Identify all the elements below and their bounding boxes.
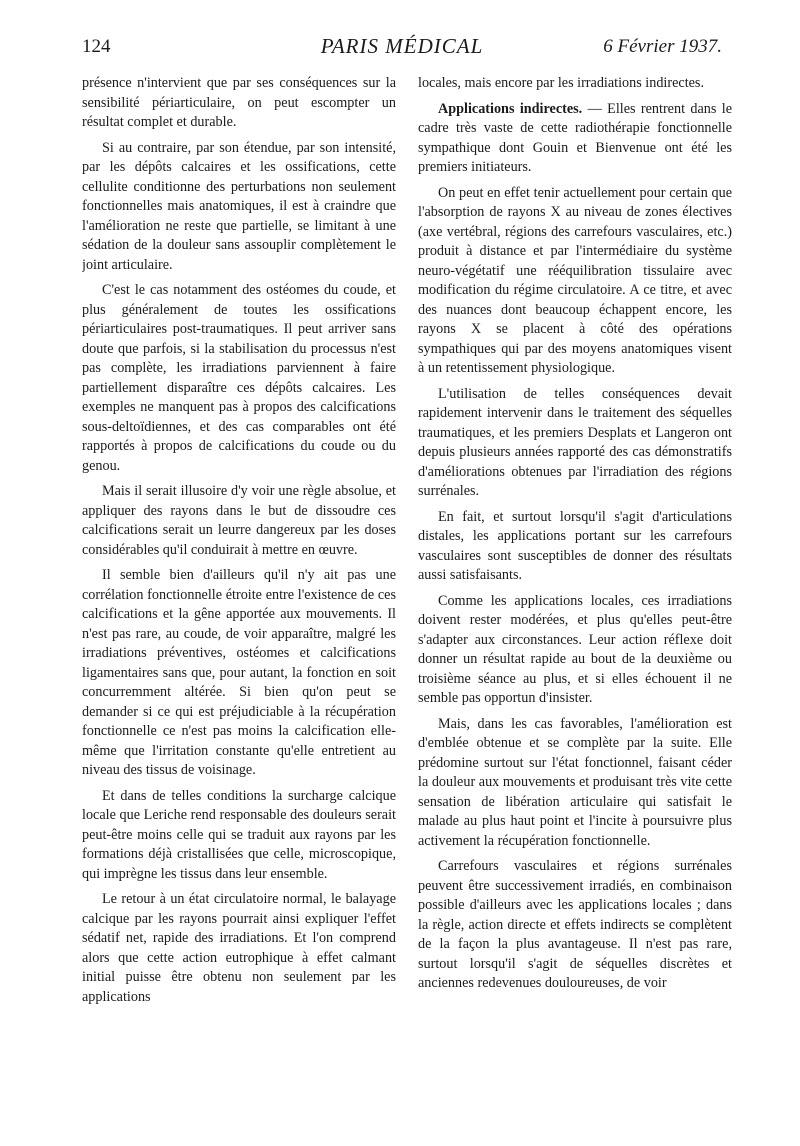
section-heading-text: — Elles rentrent dans le cadre très vaste de cette radiothérapie fonctionnelle sympathique dont Gouin et Bienvenue ont été les premiers initiateurs.	[418, 100, 732, 175]
section-heading: Applications indirectes.	[438, 100, 583, 117]
paragraph: L'utilisation de telles conséquences devait rapidement intervenir dans le traitement des séquelles traumatiques, et les premiers Desplats et Langeron ont depuis plusieurs années rapporté des cas démonstratifs d'améliorations obtenues par l'irradiation des régions surrénales.	[418, 385, 732, 499]
paragraph: Comme les applications locales, ces irradiations doivent rester modérées, et plus qu'elles peut-être s'adapter aux circonstances. Leur action réflexe doit donner un résultat rapide au bout de la deuxième ou troisième séance au plus, et si elles échouent il ne semble pas opportun d'insister.	[418, 592, 732, 706]
section-paragraph	[418, 100, 732, 178]
paragraph: En fait, et surtout lorsqu'il s'agit d'articulations distales, les applications portant sur les carrefours vasculaires sont susceptibles de donner des résultats aussi satisfaisants.	[418, 508, 732, 583]
paragraph: Et dans de telles conditions la surcharge calcique locale que Leriche rend responsable des douleurs serait peut-être moins celle qui se traduit aux rayons par les formations déjà cristallisées que celle, microscopique, qui imprègne les tissus dans leur ensemble.	[82, 787, 396, 882]
paragraph: On peut en effet tenir actuellement pour certain que l'absorption de rayons X au niveau de zones électives (axe vertébral, régions des carrefours vasculaires, etc.) produit à distance et par l'intermédiaire du système neuro-végétatif une rééquilibration tissulaire avec modification du régime circulatoire. A ce titre, et avec des nuances dont beaucoup échappent encore, les rayons X se placent à côté des opérations sympathiques qui par des moyens anatomiques visent à un retentissement physiologique.	[418, 184, 732, 376]
paragraph: Le retour à un état circulatoire normal, le balayage calcique par les rayons pourrait ainsi expliquer l'effet sédatif net, rapide des irradiations. Et l'on comprend alors que cette action eutrophique à effet calmant initial puisse être obtenu non seulement par les applications	[82, 891, 396, 1005]
paragraph: présence n'intervient que par ses conséquences sur la sensibilité périarticulaire, on peut escompter un résultat complet et durable.	[82, 75, 396, 130]
paragraph: Si au contraire, par son étendue, par son intensité, par les dépôts calcaires et les ossifications, cette cellulite conditionne des perturbations non seulement fonctionnelles mais anatomiques, il est à craindre que l'amélioration ne reste que partielle, se limitant à une sédation de la douleur sans assouplir complètement le joint articulaire.	[82, 139, 396, 273]
paragraph-continuation: locales, mais encore par les irradiations indirectes.	[418, 75, 705, 91]
page-number: 124	[82, 36, 111, 57]
page-header	[82, 26, 722, 66]
paragraph: C'est le cas notamment des ostéomes du coude, et plus généralement de toutes les ossifications périarticulaires post-traumatiques. Il peut arriver sans doute que parfois, si la stabilisation du processus n'est pas complète, les irradiations parviennent à faire partiellement disparaître ces dépôts calcaires. Les exemples ne manquent pas à propos des calcifications sous-deltoïdiennes, et des cas comparables ont été rapportés à propos de calcifications du coude ou du genou.	[82, 282, 396, 474]
paragraph: Mais il serait illusoire d'y voir une règle absolue, et appliquer des rayons dans le but de dissoudre ces calcifications serait un leurre dangereux par les doses considérables qu'il conduirait à mettre en œuvre.	[82, 483, 396, 558]
left-column	[82, 74, 396, 1124]
paragraph: Il semble bien d'ailleurs qu'il n'y ait pas une corrélation fonctionnelle étroite entre l'existence de ces calcifications et la gêne apportée aux mouvements. Il n'est pas rare, au coude, de voir apparaître, malgré les irradiations préventives, ostéomes et calcifications ligamentaires sans que, pour autant, la fonction en soit concurremment altérée. Si bien qu'on peut se demander si ce qui est préjudiciable à la récupération fonctionnelle ce n'est pas moins la calcification elle-même que l'irritation constante qu'elle entretient au niveau des tissus de voisinage.	[82, 567, 396, 778]
paragraph: Carrefours vasculaires et régions surrénales peuvent être successivement irradiés, en combinaison possible d'ailleurs avec les applications locales ; dans la règle, action directe et effets indirects se complètent de la façon la plus avantageuse. Il n'est pas rare, surtout lorsqu'il s'agit de séquelles discrètes et anciennes redevenues douloureuses, de voir	[418, 858, 732, 991]
journal-title: PARIS MÉDICAL	[320, 34, 484, 58]
paragraph: Mais, dans les cas favorables, l'amélioration est d'emblée obtenue et se complète par la suite. Elle prédomine surtout sur l'état fonctionnel, faisant céder la douleur aux mouvements et produisant très vite cette sensation de libération articulaire qui satisfait le malade au plus haut point et l'incite à poursuivre plus activement la récupération fonctionnelle.	[418, 715, 732, 849]
right-column	[418, 74, 732, 1124]
issue-date: 6 Février 1937.	[603, 36, 722, 57]
